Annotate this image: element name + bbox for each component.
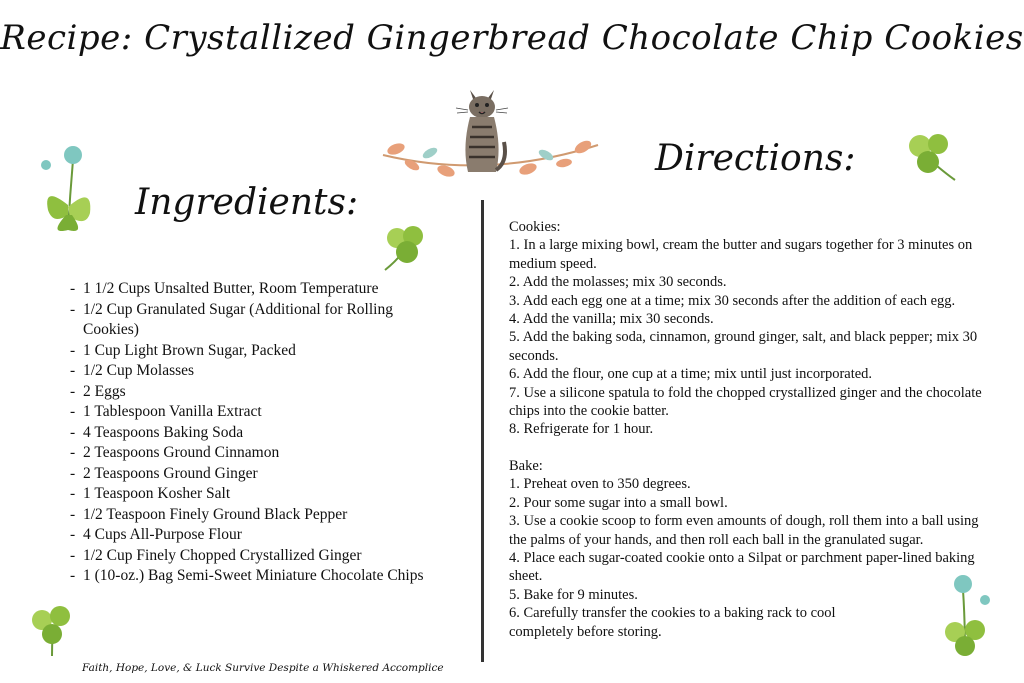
ingredient-item: - 2 Teaspoons Ground Ginger	[70, 464, 258, 482]
bake-step: 5. Bake for 9 minutes.	[509, 586, 638, 603]
ingredients-heading: Ingredients:	[135, 182, 359, 223]
clover-icon	[28, 598, 78, 658]
clover-icon	[375, 218, 435, 273]
ingredient-item: - 1/2 Cup Molasses	[70, 362, 195, 379]
ingredients-list	[70, 279, 440, 587]
bake-step: 3. Use a cookie scoop to form even amounts of dough, roll them into a ball using the palms of your hands, and then roll each ball in the granulated sugar.	[509, 513, 979, 548]
footer-tagline: Faith, Hope, Love, & Luck Survive Despite a Whiskered Accomplice	[82, 662, 444, 674]
ingredient-item: - 1 1/2 Cups Unsalted Butter, Room Temperature	[70, 280, 379, 297]
cookies-step: 5. Add the baking soda, cinnamon, ground ginger, salt, and black pepper; mix 30 seconds.	[509, 329, 978, 364]
cookies-step: 1. In a large mixing bowl, cream the butter and sugars together for 3 minutes on medium speed.	[509, 237, 973, 272]
cookies-step: 2. Add the molasses; mix 30 seconds.	[509, 274, 727, 291]
directions-heading: Directions:	[655, 138, 856, 179]
bake-step: 4. Place each sugar-coated cookie onto a Silpat or parchment paper-lined baking sheet.	[509, 549, 975, 585]
ingredient-item: - 1/2 Cup Granulated Sugar (Additional for Rolling Cookies)	[70, 300, 393, 338]
cookies-step: 6. Add the flour, one cup at a time; mix until just incorporated.	[509, 366, 873, 383]
bake-step: 2. Pour some sugar into a small bowl.	[509, 494, 728, 511]
cookies-step: 7. Use a silicone spatula to fold the chopped crystallized ginger and the chocolate chips into the cookie batter.	[509, 384, 982, 420]
ingredient-item: - 1 Cup Light Brown Sugar, Packed	[70, 341, 296, 359]
bake-section-title: Bake:	[509, 457, 543, 474]
page-title: Recipe: Crystallized Gingerbread Chocolate Chip Cookies	[0, 18, 1024, 58]
bake-step: 6. Carefully transfer the cookies to a baking rack to cool completely before storing.	[509, 605, 836, 640]
directions-section	[509, 218, 999, 641]
ingredient-item: - 2 Eggs	[70, 382, 126, 400]
ingredient-item: - 2 Teaspoons Ground Cinnamon	[70, 444, 280, 461]
ingredient-item: - 4 Teaspoons Baking Soda	[70, 423, 244, 441]
cookies-step: 8. Refrigerate for 1 hour.	[509, 421, 654, 438]
ingredient-item: - 1/2 Cup Finely Chopped Crystallized Ginger	[70, 546, 362, 564]
clover-icon	[900, 128, 960, 188]
thistle-clover-icon	[28, 135, 108, 235]
cat-illustration	[452, 82, 512, 177]
cookies-step: 3. Add each egg one at a time; mix 30 seconds after the addition of each egg.	[509, 292, 956, 309]
ingredient-item: - 1 (10-oz.) Bag Semi-Sweet Miniature Chocolate Chips	[70, 567, 424, 584]
ingredient-item: - 1 Teaspoon Kosher Salt	[70, 485, 231, 502]
bake-step: 1. Preheat oven to 350 degrees.	[509, 476, 691, 493]
cookies-step: 4. Add the vanilla; mix 30 seconds.	[509, 311, 714, 328]
ingredient-item: - 4 Cups All-Purpose Flour	[70, 526, 242, 543]
ingredient-item: - 1 Tablespoon Vanilla Extract	[70, 403, 262, 420]
column-divider	[481, 200, 484, 662]
cookies-section-title: Cookies:	[509, 219, 561, 235]
ingredient-item: - 1/2 Teaspoon Finely Ground Black Pepper	[70, 505, 348, 523]
